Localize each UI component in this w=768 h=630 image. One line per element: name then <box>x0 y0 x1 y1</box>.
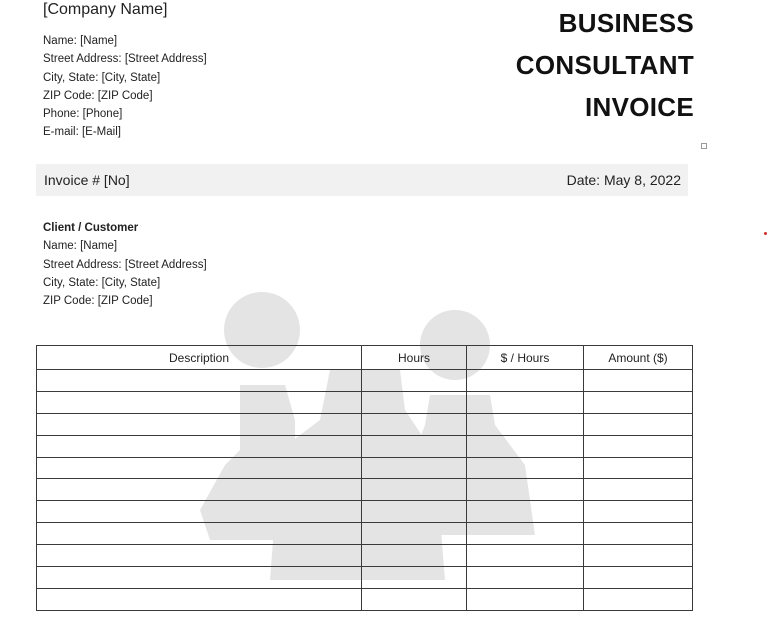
cell-amount[interactable] <box>584 391 693 413</box>
table-body <box>37 370 693 611</box>
cell-rate[interactable] <box>467 501 584 523</box>
sender-name: Name: [Name] <box>43 35 118 47</box>
table-row <box>37 435 693 457</box>
table-row <box>37 501 693 523</box>
cell-description[interactable] <box>37 435 362 457</box>
cell-description[interactable] <box>37 523 362 545</box>
client-street-address: Street Address: [Street Address] <box>43 258 207 271</box>
invoice-date: Date: May 8, 2022 <box>566 172 681 188</box>
cell-amount[interactable] <box>584 479 693 501</box>
table-row <box>37 457 693 479</box>
cell-description[interactable] <box>37 545 362 567</box>
cell-description[interactable] <box>37 501 362 523</box>
column-header-amount: Amount ($) <box>584 346 693 370</box>
cell-rate[interactable] <box>467 370 584 392</box>
cell-rate[interactable] <box>467 413 584 435</box>
cursor-marker <box>764 232 767 235</box>
title-line-1: BUSINESS <box>558 8 694 38</box>
cell-amount[interactable] <box>584 588 693 610</box>
cell-amount[interactable] <box>584 370 693 392</box>
table-header-row <box>37 346 693 370</box>
cell-hours[interactable] <box>362 370 467 392</box>
cell-hours[interactable] <box>362 457 467 479</box>
column-header-hours: Hours <box>362 346 467 370</box>
cell-description[interactable] <box>37 413 362 435</box>
cell-rate[interactable] <box>467 457 584 479</box>
cell-hours[interactable] <box>362 588 467 610</box>
cell-rate[interactable] <box>467 435 584 457</box>
line-items-table <box>36 345 693 611</box>
cell-hours[interactable] <box>362 501 467 523</box>
table-row <box>37 567 693 589</box>
cell-amount[interactable] <box>584 413 693 435</box>
cell-hours[interactable] <box>362 391 467 413</box>
client-zip-code: ZIP Code: [ZIP Code] <box>43 295 153 308</box>
cell-description[interactable] <box>37 391 362 413</box>
table-row <box>37 413 693 435</box>
sender-city-state: City, State: [City, State] <box>43 71 161 84</box>
cell-hours[interactable] <box>362 545 467 567</box>
cell-description[interactable] <box>37 370 362 392</box>
cell-amount[interactable] <box>584 523 693 545</box>
invoice-info-bar <box>36 164 688 196</box>
company-name: [Company Name] <box>43 1 168 18</box>
cell-rate[interactable] <box>467 545 584 567</box>
cell-rate[interactable] <box>467 567 584 589</box>
cell-hours[interactable] <box>362 413 467 435</box>
cell-hours[interactable] <box>362 567 467 589</box>
sender-zip-code: ZIP Code: [ZIP Code] <box>43 89 153 102</box>
text-box-anchor-handle[interactable] <box>701 143 707 149</box>
cell-rate[interactable] <box>467 479 584 501</box>
cell-rate[interactable] <box>467 391 584 413</box>
table-row <box>37 391 693 413</box>
table-row <box>37 545 693 567</box>
cell-hours[interactable] <box>362 523 467 545</box>
client-details <box>43 219 207 310</box>
cell-rate[interactable] <box>467 588 584 610</box>
sender-phone: Phone: [Phone] <box>43 108 123 121</box>
invoice-number: Invoice # [No] <box>44 172 130 188</box>
cell-amount[interactable] <box>584 501 693 523</box>
sender-email: E-mail: [E-Mail] <box>43 126 121 139</box>
cell-amount[interactable] <box>584 545 693 567</box>
sender-details <box>43 32 207 142</box>
table-row <box>37 479 693 501</box>
document-title <box>516 2 694 128</box>
client-heading: Client / Customer <box>43 222 139 234</box>
cell-description[interactable] <box>37 479 362 501</box>
title-line-2: CONSULTANT <box>515 50 694 80</box>
cell-amount[interactable] <box>584 457 693 479</box>
cell-rate[interactable] <box>467 523 584 545</box>
cell-amount[interactable] <box>584 567 693 589</box>
cell-amount[interactable] <box>584 435 693 457</box>
client-name: Name: [Name] <box>43 240 118 253</box>
cell-description[interactable] <box>37 588 362 610</box>
sender-street-address: Street Address: [Street Address] <box>43 53 207 66</box>
column-header-rate: $ / Hours <box>467 346 584 370</box>
cell-hours[interactable] <box>362 479 467 501</box>
table-row <box>37 588 693 610</box>
column-header-description: Description <box>37 346 362 370</box>
table-row <box>37 523 693 545</box>
cell-hours[interactable] <box>362 435 467 457</box>
table-row <box>37 370 693 392</box>
cell-description[interactable] <box>37 457 362 479</box>
title-line-3: INVOICE <box>584 92 694 122</box>
cell-description[interactable] <box>37 567 362 589</box>
client-city-state: City, State: [City, State] <box>43 276 161 289</box>
